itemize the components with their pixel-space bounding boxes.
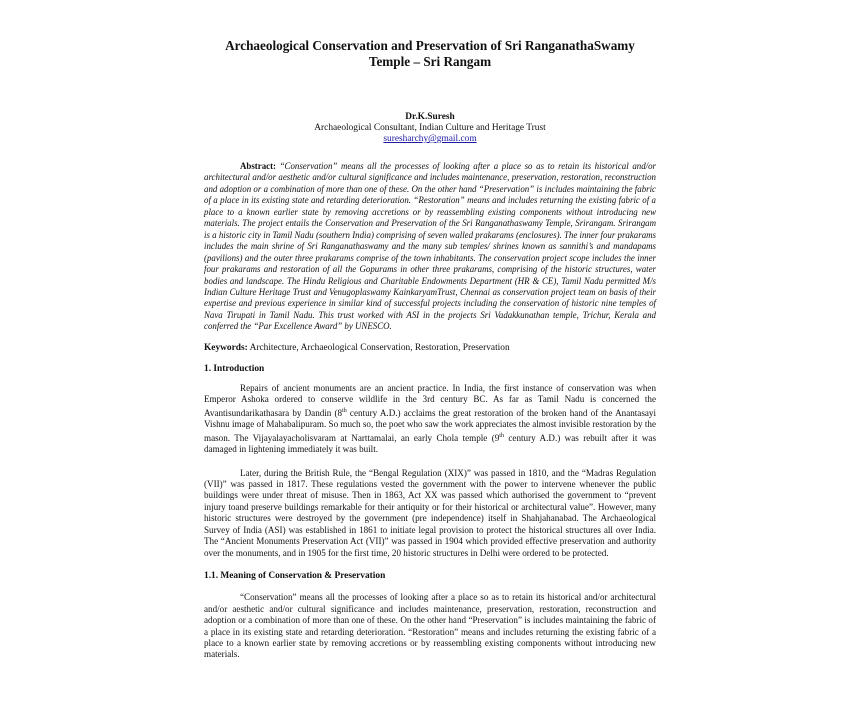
abstract (204, 161, 656, 333)
superscript-th: th (499, 432, 504, 439)
author-affiliation: Archaeological Consultant, Indian Culture and Heritage Trust (314, 123, 546, 133)
keywords-label: Keywords: (204, 342, 248, 353)
superscript-th: th (342, 407, 347, 414)
paper-title: Archaeological Conservation and Preservation of Sri RanganathaSwamy Temple – Sri Rangam (225, 38, 635, 69)
author-block (204, 112, 656, 145)
author-email-link[interactable]: suresharchy@gmail.com (383, 134, 477, 144)
abstract-label: Abstract: (240, 161, 276, 171)
meaning-paragraph-1: “Conservation” means all the processes of looking after a place so as to retain its historical and/or architectural and/or aesthetic and/or cultural significance and includes maintenance, preservation, restoration, reconstruction and adoption or a combination of more than one of these. On the other hand “Preservation” is includes maintaining the fabric of a place in its existing state and retarding deterioration. “Restoration” means and includes returning the existing fabric of a place to a known earlier state by removing accretions or by reassembling existing components without introducing new materials. (204, 592, 656, 660)
paper-body (204, 38, 656, 670)
author-name: Dr.K.Suresh (405, 112, 455, 122)
intro-paragraph-1 (204, 383, 656, 456)
abstract-text: “Conservation” means all the processes of looking after a place so as to retain its historical and/or architectural and/or aesthetic and/or cultural significance and includes maintenance, preservation, restoration, reconstruction and adoption or a combination of more than one of these. On the other hand “Preservation” is includes maintaining the fabric of a place in its existing state and retarding deterioration. “Restoration” means and includes returning the existing fabric of a place to a known earlier state by removing accretions or by reassembling existing components without introducing new materials. The project entails the Conservation and Preservation of the Sri Ranganathaswamy Temple, Srirangam. Srirangam is a historic city in Tamil Nadu (southern India) comprising of seven walled prakarams (enclosures). The inner four prakarams includes the main shrine of Sri Ranganathaswamy and the many sub temples/ shrines known as sannithi’s and mandapams (pavilions) and the outer three prakarams comprise of the town inhabitants. The conservation project scope includes the inner four prakarams and restoration of all the Gopurams in other three prakarams, comprising of the historic structures, water bodies and landscape. The Hindu Religious and Charitable Endowments Department (HR & CE), Tamil Nadu permitted M/s Indian Culture Heritage Trust and Venugoplaswamy KainkaryamTrust, Chennai as conservation project team on basis of their expertise and previous experience in similar kind of successful projects including the conservation of historic nine temples of Nava Tirupati in Tamil Nadu. This trust worked with ASI in the projects Sri Vadakkunathan temple, Trichur, Kerala and conferred the “Par Excellence Award” by UNESCO. (204, 161, 657, 332)
intro-p1-part-c: century A.D.) was rebuilt after it was damaged in lightening immediately it was built. (204, 432, 656, 455)
section-heading-introduction: 1. Introduction (204, 363, 265, 374)
intro-p1-part-b: century A.D.) acclaims the great restoration of the broken hand of the Anantasayi Vishnu image of Mahabalipuram. So much so, the poet who saw the work appreciates the almost invisible restoration by the mason. The Vijayalayacholisvaram at Narttamalai, an early Chola temple (9 (204, 407, 656, 443)
keywords (204, 343, 656, 354)
section-heading-meaning: 1.1. Meaning of Conservation & Preservation (204, 571, 386, 582)
intro-p1-part-a: Repairs of ancient monuments are an ancient practice. In India, the first instance of conservation was when Emperor Ashoka ordered to conserve wildlife in the 3rd century BC. As far as Tamil Nadu is concerned the Avantisundarikathasara by Dandin (8 (204, 382, 656, 418)
keywords-text: Architecture, Archaeological Conservation, Restoration, Preservation (249, 342, 510, 353)
intro-paragraph-2: Later, during the British Rule, the “Bengal Regulation (XIX)” was passed in 1810, and the “Madras Regulation (VII)” was passed in 1817. These regulations vested the government with the power to intervene whenever the public buildings were under threat of misuse. Then in 1863, Act XX was passed which authorised the government to “prevent injury toand preserve buildings remarkable for their antiquity or for their historical or architectural value”. However, many historic structures were destroyed by the government (pre independence) itself in Shahjahanabad. The Archaeological Survey of India (ASI) was established in 1861 to initiate legal provision to protect the historical structures all over India. The “Ancient Monuments Preservation Act (VII)” was passed in 1904 which provided effective preservation and authority over the monuments, and in 1905 for the first time, 20 historic structures in Delhi were ordered to be protected. (204, 467, 656, 558)
